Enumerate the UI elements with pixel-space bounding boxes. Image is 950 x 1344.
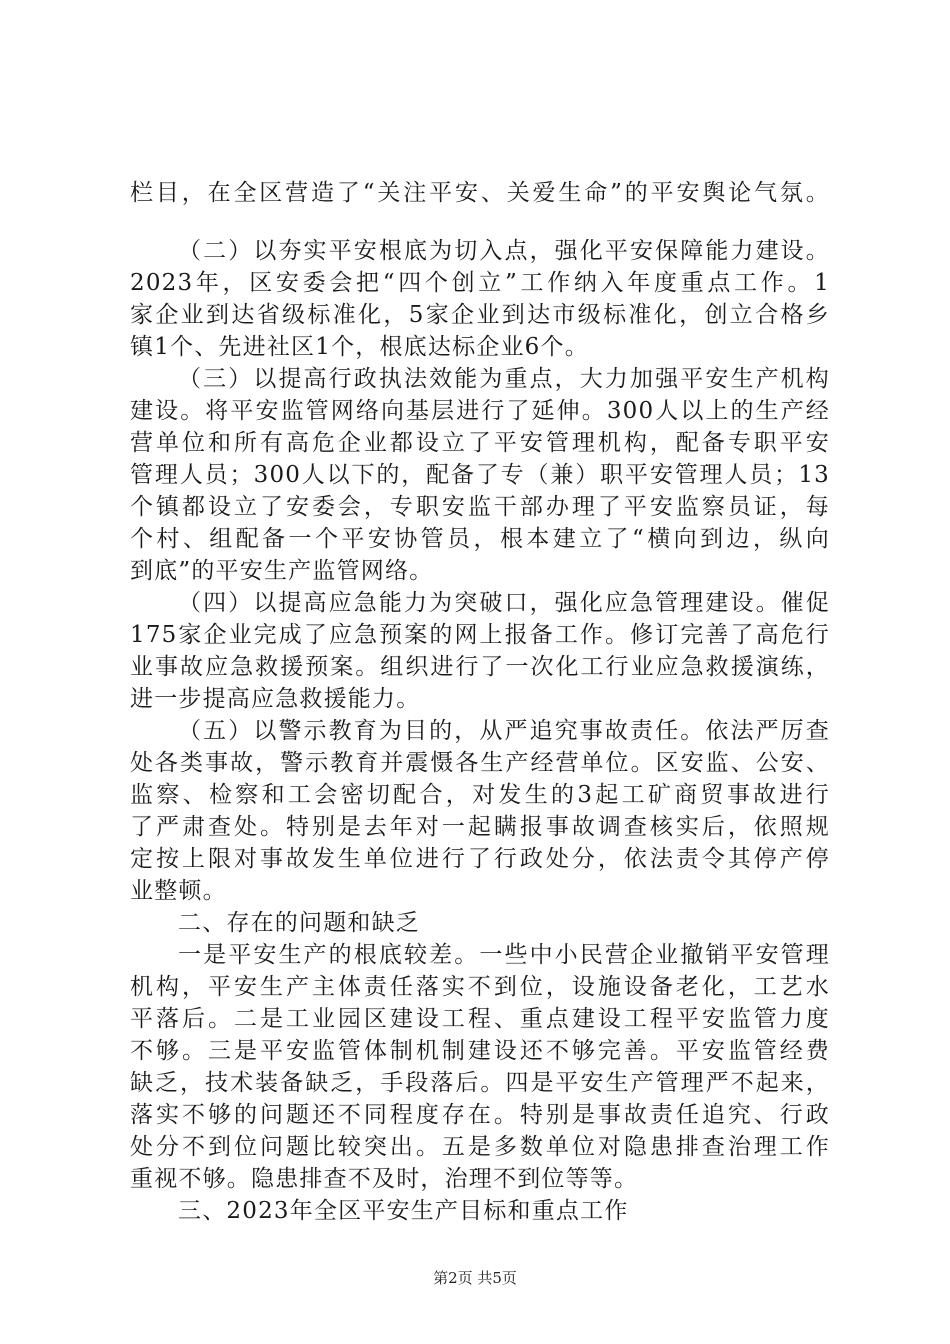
text-line: 缺乏，技术装备缺乏，手段落后。四是平安生产管理严不起来， <box>130 1070 830 1096</box>
text-line: 处分不到位问题比较突出。五是多数单位对隐患排查治理工作 <box>130 1134 830 1160</box>
text-line: 监察、检察和工会密切配合，对发生的3起工矿商贸事故进行 <box>130 782 830 808</box>
text-line: 落实不够的问题还不同程度存在。特别是事故责任追究、行政 <box>130 1102 830 1128</box>
text-line: 了严肃查处。特别是去年对一起瞒报事故调查核实后，依照规 <box>130 814 830 840</box>
page-number-footer: 第2页 共5页 <box>433 1269 517 1287</box>
text-line: 175家企业完成了应急预案的网上报备工作。修订完善了高危行 <box>130 622 830 648</box>
text-line: （五）以警示教育为目的，从严追究事故责任。依法严厉查 <box>178 718 830 744</box>
text-line: 到底”的平安生产监管网络。 <box>130 558 434 584</box>
text-line: 平落后。二是工业园区建设工程、重点建设工程平安监管力度 <box>130 1006 830 1032</box>
text-line: 栏目，在全区营造了“关注平安、关爱生命”的平安舆论气氛。 <box>130 180 830 206</box>
text-line: 营单位和所有高危企业都设立了平安管理机构，配备专职平安 <box>130 430 830 456</box>
text-line: 2023年，区安委会把“四个创立”工作纳入年度重点工作。1 <box>130 270 830 296</box>
text-line: 不够。三是平安监管体制机制建设还不够完善。平安监管经费 <box>130 1038 830 1064</box>
text-line: 个村、组配备一个平安协管员，根本建立了“横向到边，纵向 <box>130 526 830 552</box>
text-line: 业事故应急救援预案。组织进行了一次化工行业应急救援演练， <box>130 654 830 680</box>
text-line: 建设。将平安监管网络向基层进行了延伸。300人以上的生产经 <box>130 398 830 424</box>
text-line: （四）以提高应急能力为突破口，强化应急管理建设。催促 <box>178 590 830 616</box>
text-line: 机构，平安生产主体责任落实不到位，设施设备老化，工艺水 <box>130 974 830 1000</box>
text-line: 定按上限对事故发生单位进行了行政处分，依法责令其停产停 <box>130 846 830 872</box>
section-heading: 二、存在的问题和缺乏 <box>178 910 420 936</box>
text-line: 镇1个、先进社区1个，根底达标企业6个。 <box>130 334 589 360</box>
text-line: 一是平安生产的根底较差。一些中小民营企业撤销平安管理 <box>178 942 830 968</box>
text-line: 家企业到达省级标准化，5家企业到达市级标准化，创立合格乡 <box>130 302 830 328</box>
text-line: 处各类事故，警示教育并震慑各生产经营单位。区安监、公安、 <box>130 750 830 776</box>
text-line: 业整顿。 <box>130 878 227 904</box>
text-line: 管理人员；300人以下的，配备了专（兼）职平安管理人员；13 <box>130 462 830 488</box>
text-line: 重视不够。隐患排查不及时，治理不到位等等。 <box>130 1166 639 1192</box>
text-line: 进一步提高应急救援能力。 <box>130 686 421 712</box>
section-heading: 三、2023年全区平安生产目标和重点工作 <box>178 1198 629 1224</box>
text-line: （二）以夯实平安根底为切入点，强化平安保障能力建设。 <box>178 238 830 264</box>
text-line: 个镇都设立了安委会，专职安监干部办理了平安监察员证，每 <box>130 494 830 520</box>
text-line: （三）以提高行政执法效能为重点，大力加强平安生产机构 <box>178 366 830 392</box>
